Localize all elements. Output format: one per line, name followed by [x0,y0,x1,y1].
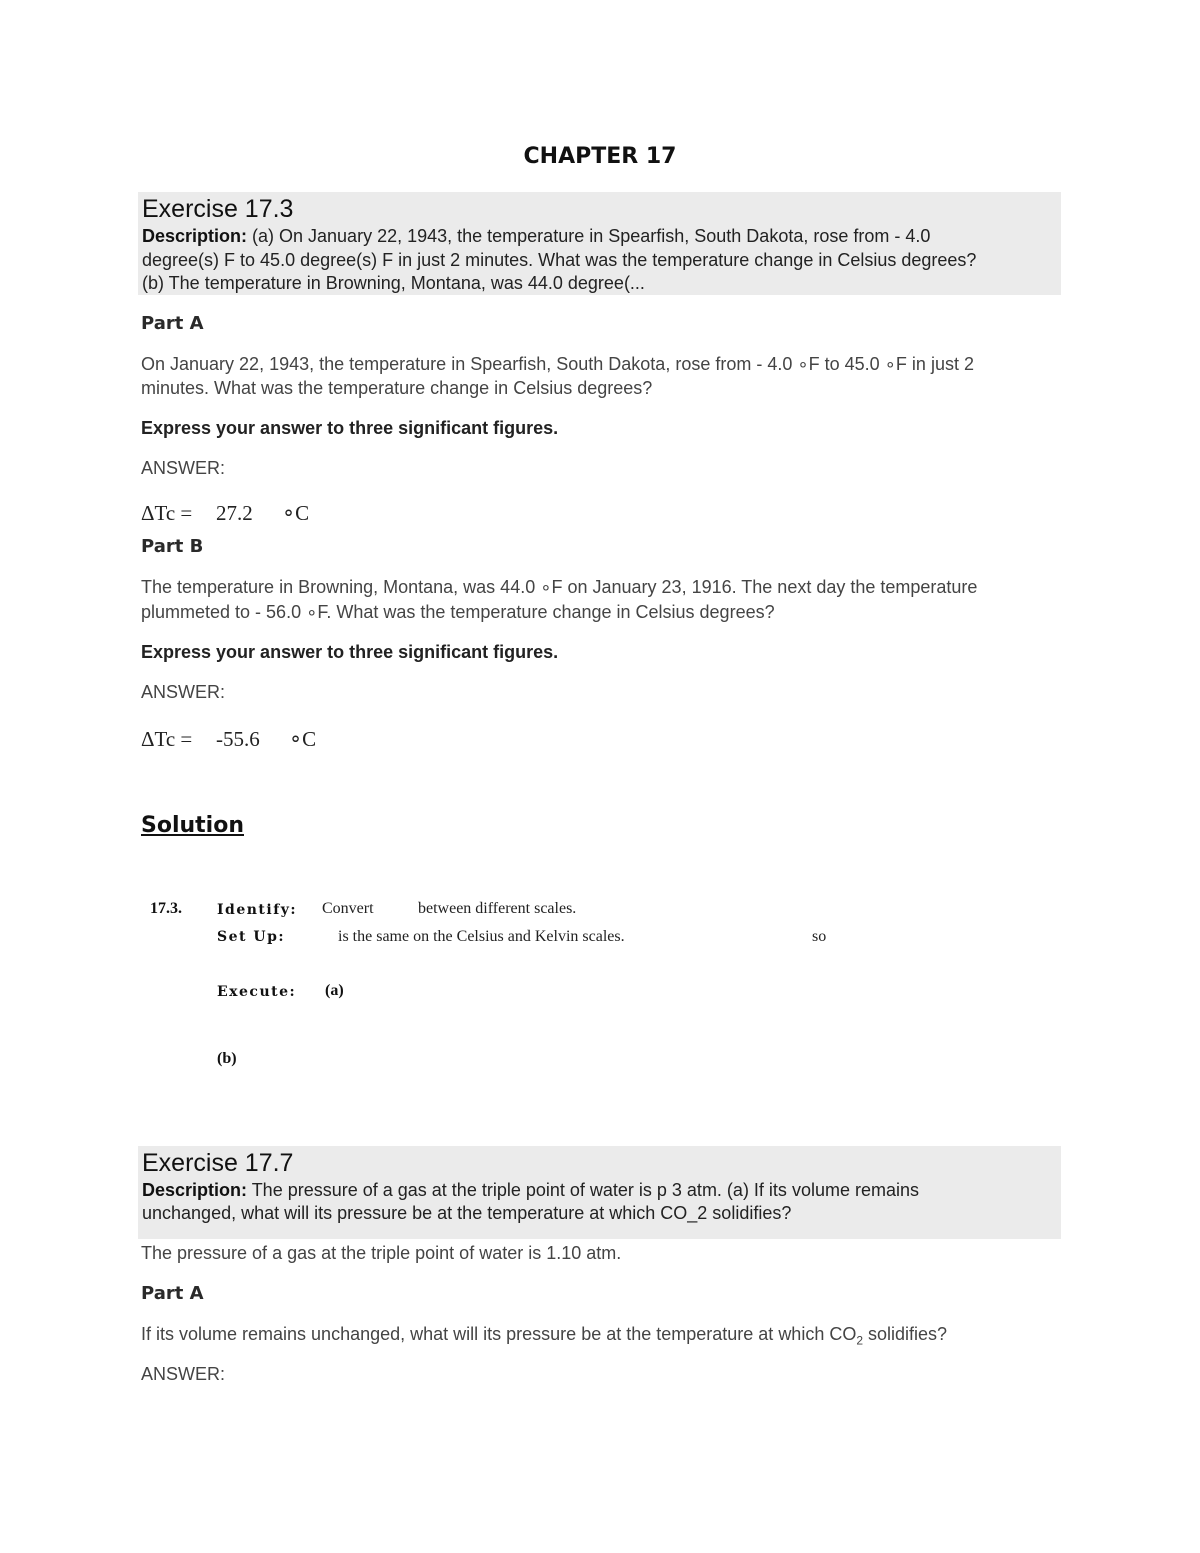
identify-text-2: between different scales. [418,900,577,917]
chapter-title: CHAPTER 17 [523,144,677,169]
description-label: Description: [142,1180,248,1200]
identify-text-1: Convert [322,900,374,917]
execute-part-b-label: (b) [217,1050,237,1067]
part-a-question-line-2: minutes. What was the temperature change in Celsius degrees? [141,378,653,398]
question-text-end: solidifies? [863,1324,948,1344]
part-b-question-line-2: plummeted to - 56.0 ∘F. What was the temperature change in Celsius degrees? [141,602,775,622]
part-b-answer-unit: ∘C [289,727,317,751]
part-a-answer-lhs: ΔTc = [141,501,193,525]
setup-so: so [812,928,827,945]
exercise-17-7-description-line-1 [142,1180,919,1201]
part-b-instruction: Express your answer to three significant figures. [141,642,559,662]
part-b-question-line-1: The temperature in Browning, Montana, was 44.0 ∘F on January 23, 1916. The next day the temperature [141,577,978,597]
exercise-17-3-title: Exercise 17.3 [142,195,294,223]
exercise-17-7-title: Exercise 17.7 [142,1149,294,1177]
exercise-17-3-description-line-3: (b) The temperature in Browning, Montana, was 44.0 degree(... [142,273,645,293]
part-a-instruction: Express your answer to three significant figures. [141,418,559,438]
part-a-answer-unit: ∘C [282,501,310,525]
solution-heading: Solution [141,813,244,838]
setup-text: is the same on the Celsius and Kelvin scales. [338,928,625,945]
part-a-answer-label: ANSWER: [141,458,226,478]
part-b-heading: Part B [141,536,204,557]
exercise-17-3-description-line-1 [142,226,930,247]
part-b-answer-value: -55.6 [216,727,260,751]
exercise-17-7-description-line-2: unchanged, what will its pressure be at the temperature at which CO_2 solidifies? [142,1203,792,1223]
part-a-answer-value: 27.2 [216,501,253,525]
description-text: The pressure of a gas at the triple point of water is p 3 atm. (a) If its volume remains [247,1180,919,1200]
part-b-answer-label: ANSWER: [141,682,226,702]
setup-label: Set Up: [217,929,286,945]
exercise-17-3-description-box [138,192,1061,295]
exercise-17-7-part-a-question [141,1324,947,1348]
co2-subscript: 2 [856,1333,864,1348]
execute-part-a-label: (a) [325,982,344,999]
exercise-17-7-answer-label: ANSWER: [141,1364,226,1384]
execute-label: Execute: [217,984,297,1000]
exercise-17-7-intro: The pressure of a gas at the triple point of water is 1.10 atm. [141,1243,622,1263]
question-text: If its volume remains unchanged, what will its pressure be at the temperature at which [141,1324,830,1344]
identify-label: Identify: [217,902,298,918]
part-a-heading: Part A [141,313,204,334]
co2-formula: CO [829,1324,857,1344]
solution-number: 17.3. [150,900,182,917]
description-text: (a) On January 22, 1943, the temperature in Spearfish, South Dakota, rose from - 4.0 [247,226,931,246]
part-a-question-line-1: On January 22, 1943, the temperature in Spearfish, South Dakota, rose from - 4.0 ∘F to 45.0 ∘F in just 2 [141,354,974,374]
exercise-17-7-part-a-heading: Part A [141,1283,204,1304]
exercise-17-7-description-box [138,1146,1061,1239]
part-b-answer-lhs: ΔTc = [141,727,193,751]
exercise-17-3-description-line-2: degree(s) F to 45.0 degree(s) F in just 2 minutes. What was the temperature change in Celsius degrees? [142,250,977,270]
description-label: Description: [142,226,248,246]
